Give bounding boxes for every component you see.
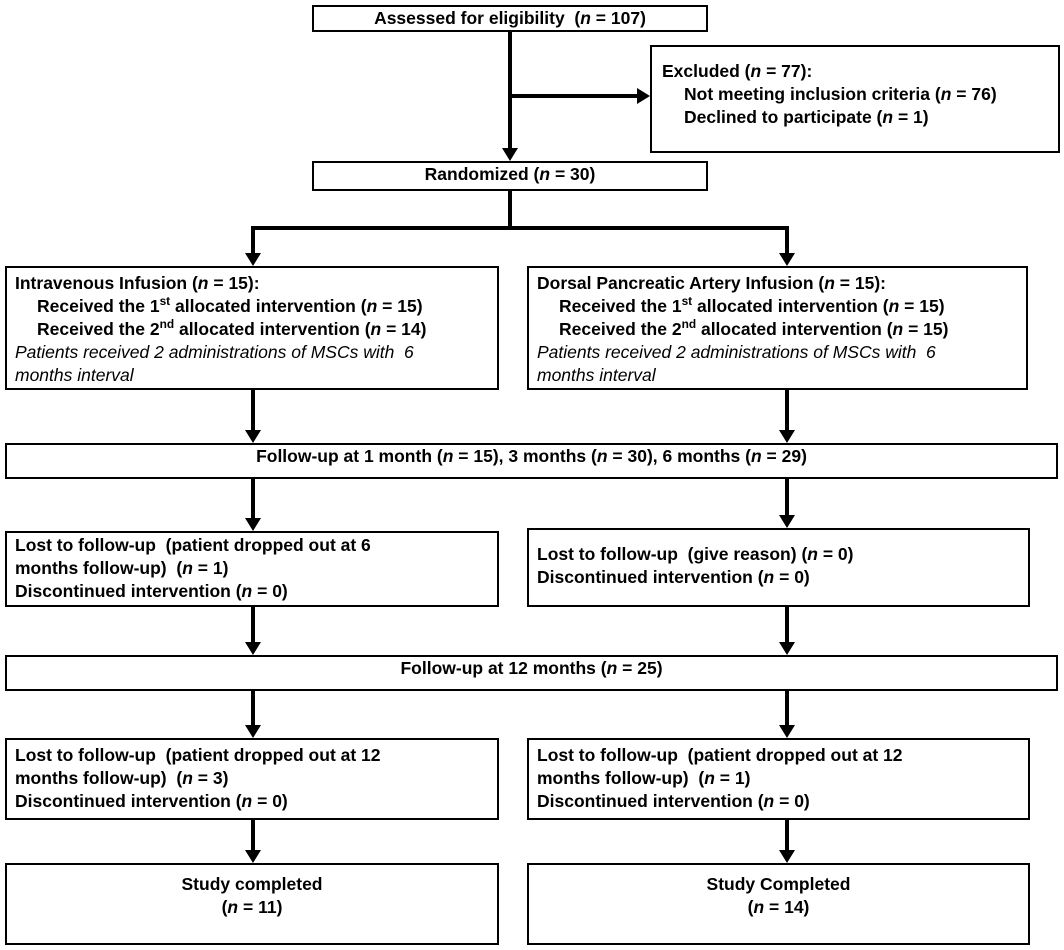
italic-n: n bbox=[366, 296, 378, 316]
text-segment: = 0) bbox=[252, 791, 288, 811]
text-segment: = 0) bbox=[774, 791, 810, 811]
italic-n: n bbox=[940, 84, 952, 104]
text-segment: = 15) bbox=[903, 319, 949, 339]
text-segment: months follow-up) ( bbox=[15, 768, 183, 788]
italic-n: n bbox=[892, 319, 904, 339]
text-segment: ( bbox=[747, 897, 754, 917]
text-segment: Discontinued intervention ( bbox=[537, 791, 764, 811]
italic-n: n bbox=[370, 319, 382, 339]
text-line bbox=[537, 272, 1022, 295]
arrow-followup-to-lost6-left-stem bbox=[251, 479, 255, 520]
text-line bbox=[537, 744, 1024, 767]
arrow-assessed-to-randomized-head bbox=[502, 148, 518, 161]
ordinal-superscript: st bbox=[681, 294, 693, 309]
italic-n: n bbox=[888, 296, 900, 316]
box-lost-followup-6m-left bbox=[5, 531, 499, 607]
arrow-followup-to-lost6-right-stem bbox=[785, 479, 789, 517]
text-line bbox=[15, 744, 493, 767]
text-segment: = 15), 3 months ( bbox=[453, 446, 597, 466]
text-segment: months interval bbox=[15, 365, 134, 385]
arrow-lost12-to-completed-left-stem bbox=[251, 820, 255, 852]
arrow-lost6-to-followup12-right-stem bbox=[785, 607, 789, 644]
text-segment: Lost to follow-up (patient dropped out at 6 bbox=[15, 535, 371, 555]
box-followup-1-3-6-months bbox=[5, 443, 1058, 479]
text-segment: = 1) bbox=[893, 107, 929, 127]
italic-n: n bbox=[763, 791, 775, 811]
text-segment: = 14) bbox=[764, 897, 810, 917]
arrow-armright-to-followup-head bbox=[779, 430, 795, 443]
italic-n: n bbox=[763, 567, 775, 587]
text-line bbox=[15, 364, 493, 387]
arrow-to-excluded-stem bbox=[510, 94, 638, 98]
italic-n: n bbox=[197, 273, 209, 293]
text-segment: allocated intervention ( bbox=[174, 319, 371, 339]
text-segment: Patients received 2 administrations of MSCs with 6 bbox=[15, 342, 414, 362]
arrow-lost6-to-followup12-left-stem bbox=[251, 607, 255, 644]
box-randomized bbox=[312, 161, 708, 191]
arrow-lost12-to-completed-left-head bbox=[245, 850, 261, 863]
text-line bbox=[15, 272, 493, 295]
text-segment: allocated intervention ( bbox=[170, 296, 367, 316]
italic-n: n bbox=[442, 446, 454, 466]
text-segment: = 14) bbox=[381, 319, 427, 339]
text-segment: Excluded ( bbox=[662, 61, 751, 81]
italic-n: n bbox=[182, 558, 193, 578]
italic-n: n bbox=[807, 544, 818, 564]
text-line bbox=[537, 767, 1024, 790]
arrow-followup12-to-lost12-right-head bbox=[779, 725, 795, 738]
text-segment: ( bbox=[221, 897, 228, 917]
italic-n: n bbox=[182, 768, 193, 788]
italic-n: n bbox=[241, 581, 253, 601]
arrow-followup12-to-lost12-left-stem bbox=[251, 691, 255, 727]
text-segment: = 76) bbox=[951, 84, 997, 104]
arrow-split-right-stem bbox=[785, 226, 789, 255]
text-segment: Study completed bbox=[181, 874, 323, 894]
arrow-followup-to-lost6-left-head bbox=[245, 518, 261, 531]
arrow-armleft-to-followup-stem bbox=[251, 390, 255, 432]
text-line bbox=[314, 7, 706, 30]
text-line bbox=[15, 295, 493, 318]
text-segment: Follow-up at 1 month ( bbox=[256, 446, 443, 466]
box-lost-followup-6m-right bbox=[527, 528, 1030, 607]
text-segment: = 30), 6 months ( bbox=[607, 446, 751, 466]
arrow-armleft-to-followup-head bbox=[245, 430, 261, 443]
text-segment: = 30) bbox=[550, 164, 596, 184]
box-followup-12-months bbox=[5, 655, 1058, 691]
box-study-completed-right bbox=[527, 863, 1030, 945]
text-segment: Lost to follow-up (patient dropped out at 12 bbox=[537, 745, 903, 765]
arrow-armright-to-followup-stem bbox=[785, 390, 789, 432]
text-line bbox=[529, 873, 1028, 896]
text-line bbox=[537, 543, 1024, 566]
italic-n: n bbox=[750, 446, 762, 466]
text-segment: Discontinued intervention ( bbox=[15, 791, 242, 811]
arrow-lost12-to-completed-right-head bbox=[779, 850, 795, 863]
arrow-assessed-to-randomized-stem bbox=[508, 32, 512, 149]
text-line bbox=[15, 557, 493, 580]
text-line bbox=[537, 790, 1024, 813]
text-segment: Not meeting inclusion criteria ( bbox=[684, 84, 941, 104]
text-segment: Intravenous Infusion ( bbox=[15, 273, 198, 293]
text-segment: months follow-up) ( bbox=[537, 768, 705, 788]
box-study-completed-left bbox=[5, 863, 499, 945]
text-line bbox=[15, 341, 493, 364]
text-line bbox=[15, 318, 493, 341]
italic-n: n bbox=[539, 164, 551, 184]
text-segment: Discontinued intervention ( bbox=[15, 581, 242, 601]
text-segment: = 107) bbox=[590, 8, 646, 28]
arrow-randomized-split-bar bbox=[251, 226, 789, 230]
text-segment: = 15) bbox=[377, 296, 423, 316]
text-segment: Lost to follow-up (patient dropped out at 12 bbox=[15, 745, 381, 765]
box-arm-intravenous-infusion bbox=[5, 266, 499, 390]
text-segment: = 15): bbox=[208, 273, 260, 293]
text-segment: Dorsal Pancreatic Artery Infusion ( bbox=[537, 273, 825, 293]
text-segment: = 29) bbox=[761, 446, 807, 466]
text-segment: allocated intervention ( bbox=[696, 319, 893, 339]
arrow-lost12-to-completed-right-stem bbox=[785, 820, 789, 852]
text-segment: = 0) bbox=[774, 567, 810, 587]
ordinal-superscript: st bbox=[159, 294, 171, 309]
arrow-split-left-stem bbox=[251, 226, 255, 255]
text-line bbox=[662, 60, 1058, 83]
text-line bbox=[314, 163, 706, 186]
text-line bbox=[7, 873, 497, 896]
text-segment: Study Completed bbox=[706, 874, 851, 894]
text-line bbox=[537, 295, 1022, 318]
text-segment: months follow-up) ( bbox=[15, 558, 183, 578]
text-line bbox=[7, 657, 1056, 680]
text-segment: = 1) bbox=[192, 558, 229, 578]
text-line bbox=[537, 364, 1022, 387]
text-segment: = 15): bbox=[834, 273, 886, 293]
box-lost-followup-12m-right bbox=[527, 738, 1030, 820]
ordinal-superscript: nd bbox=[681, 317, 697, 332]
text-segment: Received the 1 bbox=[559, 296, 682, 316]
text-line bbox=[15, 580, 493, 603]
text-line bbox=[15, 767, 493, 790]
text-line bbox=[15, 790, 493, 813]
italic-n: n bbox=[704, 768, 715, 788]
text-line bbox=[537, 566, 1024, 589]
arrow-randomized-split-stem bbox=[508, 191, 512, 230]
italic-n: n bbox=[824, 273, 835, 293]
box-assessed-eligibility bbox=[312, 5, 708, 32]
italic-n: n bbox=[882, 107, 894, 127]
ordinal-superscript: nd bbox=[159, 317, 175, 332]
italic-n: n bbox=[750, 61, 762, 81]
italic-n: n bbox=[227, 897, 239, 917]
box-excluded bbox=[650, 45, 1060, 153]
text-segment: = 15) bbox=[899, 296, 945, 316]
arrow-split-right-head bbox=[779, 253, 795, 266]
text-segment: = 1) bbox=[714, 768, 751, 788]
text-segment: Declined to participate ( bbox=[684, 107, 883, 127]
text-segment: Assessed for eligibility ( bbox=[374, 8, 581, 28]
italic-n: n bbox=[606, 658, 618, 678]
text-segment: = 25) bbox=[617, 658, 663, 678]
text-segment: Randomized ( bbox=[424, 164, 540, 184]
text-segment: Received the 2 bbox=[37, 319, 160, 339]
box-arm-dorsal-pancreatic-artery-infusion bbox=[527, 266, 1028, 390]
text-segment: Patients received 2 administrations of MSCs with 6 bbox=[537, 342, 936, 362]
arrow-followup12-to-lost12-left-head bbox=[245, 725, 261, 738]
arrow-lost6-to-followup12-left-head bbox=[245, 642, 261, 655]
text-segment: Received the 1 bbox=[37, 296, 160, 316]
text-segment: months interval bbox=[537, 365, 656, 385]
text-line bbox=[662, 106, 1058, 129]
arrow-split-left-head bbox=[245, 253, 261, 266]
text-line bbox=[7, 896, 497, 919]
italic-n: n bbox=[241, 791, 253, 811]
text-segment: Received the 2 bbox=[559, 319, 682, 339]
arrow-followup12-to-lost12-right-stem bbox=[785, 691, 789, 727]
box-lost-followup-12m-left bbox=[5, 738, 499, 820]
text-line bbox=[15, 534, 493, 557]
italic-n: n bbox=[596, 446, 608, 466]
text-line bbox=[529, 896, 1028, 919]
arrow-lost6-to-followup12-right-head bbox=[779, 642, 795, 655]
text-segment: = 0) bbox=[252, 581, 288, 601]
text-line bbox=[537, 318, 1022, 341]
text-segment: Lost to follow-up (give reason) ( bbox=[537, 544, 808, 564]
text-line bbox=[537, 341, 1022, 364]
text-segment: allocated intervention ( bbox=[692, 296, 889, 316]
text-line bbox=[662, 83, 1058, 106]
text-segment: Discontinued intervention ( bbox=[537, 567, 764, 587]
arrow-followup-to-lost6-right-head bbox=[779, 515, 795, 528]
arrow-to-excluded-head bbox=[637, 88, 650, 104]
text-segment: = 77): bbox=[761, 61, 813, 81]
text-segment: = 11) bbox=[238, 897, 283, 917]
text-line bbox=[7, 445, 1056, 468]
text-segment: = 3) bbox=[192, 768, 229, 788]
italic-n: n bbox=[580, 8, 591, 28]
text-segment: = 0) bbox=[817, 544, 854, 564]
italic-n: n bbox=[753, 897, 765, 917]
text-segment: Follow-up at 12 months ( bbox=[400, 658, 607, 678]
